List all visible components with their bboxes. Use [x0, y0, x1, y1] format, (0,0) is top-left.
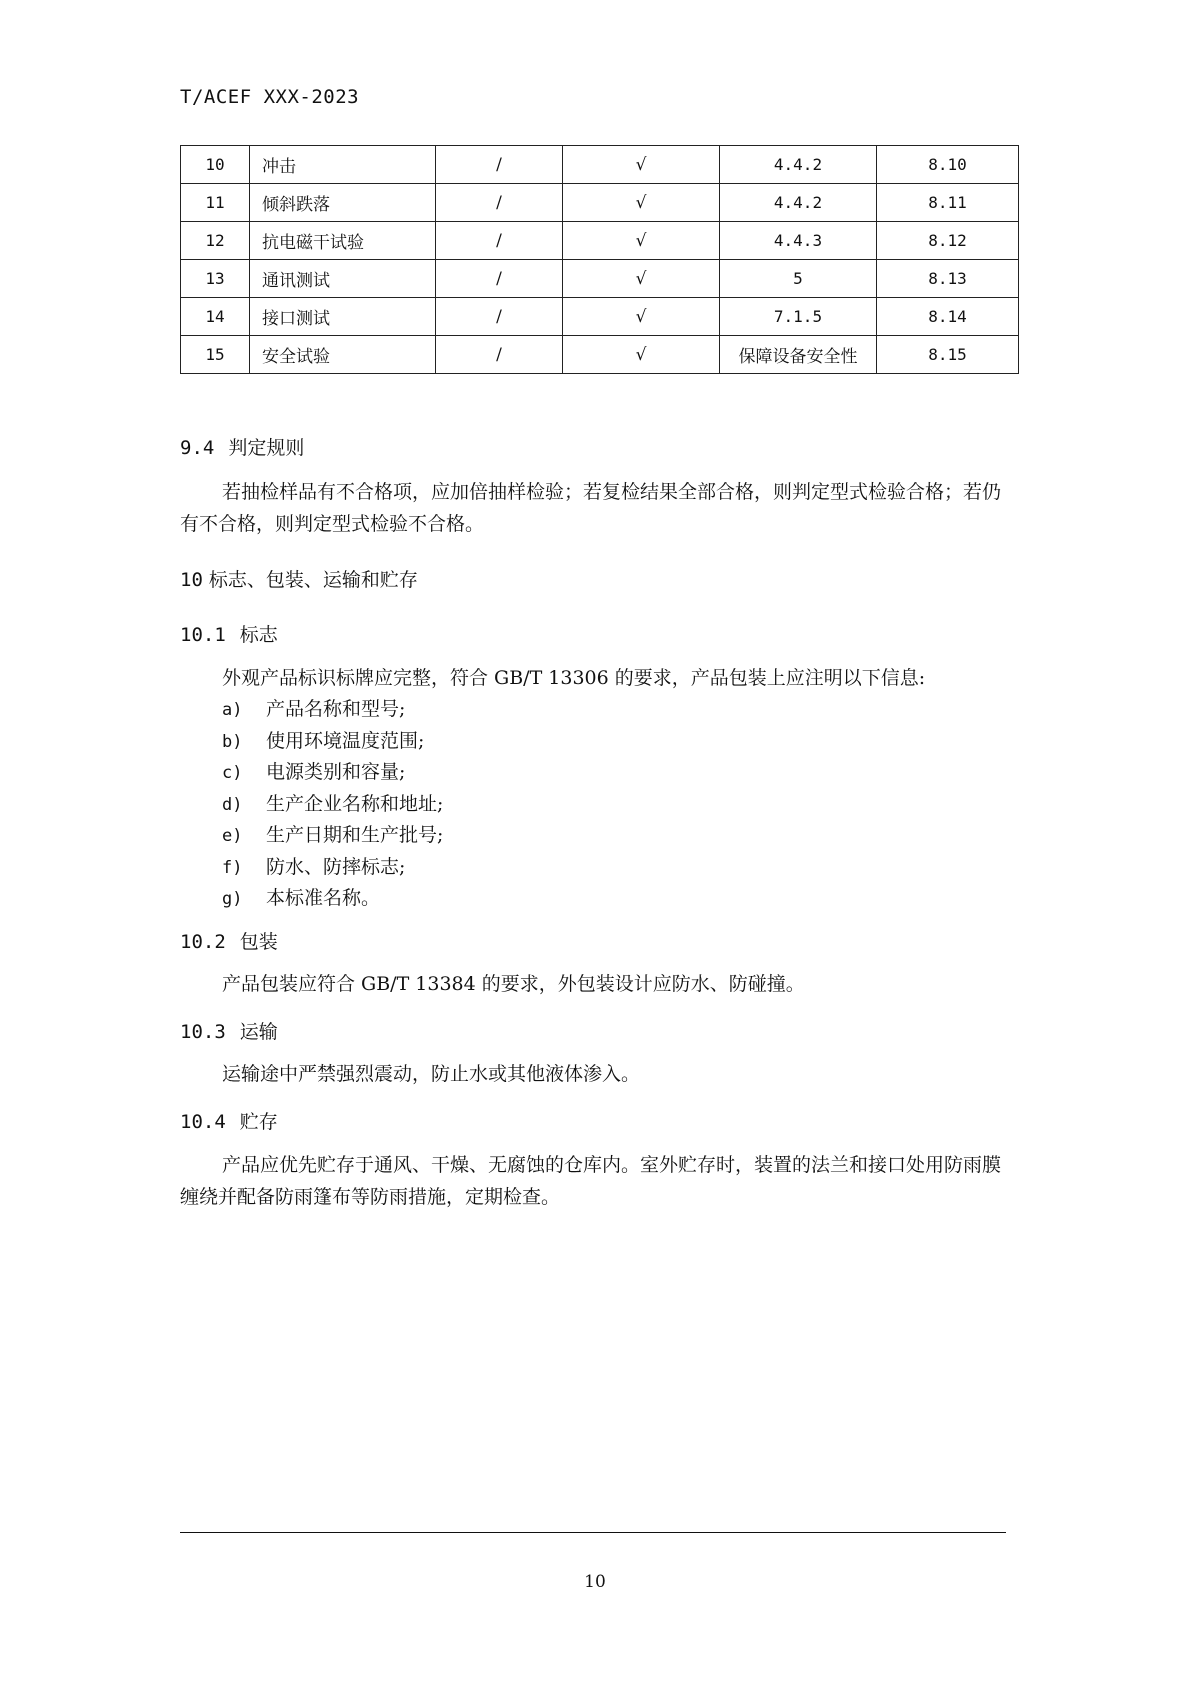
- cell-slash: /: [436, 336, 563, 374]
- section-heading-10-3: [180, 1017, 278, 1044]
- section-heading-10-2: [180, 927, 278, 954]
- section-number: 10.1: [180, 624, 226, 646]
- list-item: [222, 757, 443, 789]
- list-marker: c): [222, 763, 243, 783]
- list-item: [222, 726, 443, 758]
- list-marker: b): [222, 731, 243, 752]
- requirement-clause: 4.4.2: [720, 146, 877, 184]
- test-item-name: 冲击: [250, 146, 436, 184]
- requirement-clause: 7.1.5: [720, 298, 877, 336]
- row-number: 14: [181, 298, 250, 336]
- section-title: 判定规则: [228, 437, 305, 459]
- list-text: 本标准名称。: [266, 887, 381, 909]
- section-heading-10: [180, 565, 418, 592]
- method-clause: 8.15: [877, 336, 1019, 374]
- row-number: 13: [181, 260, 250, 298]
- row-number: 15: [181, 336, 250, 374]
- section-number: 10.4: [180, 1111, 226, 1133]
- method-clause: 8.11: [877, 184, 1019, 222]
- test-item-name: 安全试验: [250, 336, 436, 374]
- cell-slash: /: [436, 146, 563, 184]
- test-item-name: 通讯测试: [250, 260, 436, 298]
- requirement-clause: 4.4.2: [720, 184, 877, 222]
- packaging-paragraph: 产品包装应符合 GB/T 13384 的要求，外包装设计应防水、防碰撞。: [222, 973, 805, 995]
- cell-check: √: [563, 298, 720, 336]
- method-clause: 8.13: [877, 260, 1019, 298]
- method-clause: 8.14: [877, 298, 1019, 336]
- list-item: [222, 852, 443, 884]
- list-text: 使用环境温度范围;: [266, 729, 425, 752]
- list-text: 生产日期和生产批号;: [266, 824, 444, 846]
- list-text: 防水、防摔标志;: [266, 855, 406, 878]
- cell-check: √: [563, 222, 720, 260]
- cell-slash: /: [436, 260, 563, 298]
- list-text: 产品名称和型号;: [266, 698, 406, 720]
- document-id: T/ACEF XXX-2023: [180, 86, 360, 108]
- footer-divider: [180, 1532, 1006, 1533]
- storage-paragraph: 产品应优先贮存于通风、干燥、无腐蚀的仓库内。室外贮存时，装置的法兰和接口处用防雨膜缠绕并配备防雨篷布等防雨措施，定期检查。: [180, 1154, 1002, 1208]
- requirement-clause: 4.4.3: [720, 222, 877, 260]
- test-items-table: [180, 145, 1019, 374]
- list-item: [222, 789, 443, 821]
- section-number: 9.4: [180, 437, 215, 459]
- marking-intro-paragraph: 外观产品标识标牌应完整，符合 GB/T 13306 的要求，产品包装上应注明以下信息:: [222, 667, 926, 689]
- table-row: [181, 336, 1019, 374]
- cell-check: √: [563, 146, 720, 184]
- list-marker: f): [222, 857, 243, 878]
- section-heading-10-4: [180, 1107, 278, 1134]
- list-text: 生产企业名称和地址;: [266, 792, 444, 815]
- table-row: [181, 222, 1019, 260]
- list-marker: d): [222, 794, 243, 815]
- row-number: 10: [181, 146, 250, 184]
- table-row: [181, 146, 1019, 184]
- requirement-clause: 5: [720, 260, 877, 298]
- cell-check: √: [563, 184, 720, 222]
- method-clause: 8.10: [877, 146, 1019, 184]
- cell-check: √: [563, 336, 720, 374]
- section-number: 10: [180, 569, 203, 591]
- table-row: [181, 184, 1019, 222]
- row-number: 12: [181, 222, 250, 260]
- list-text: 电源类别和容量;: [266, 761, 406, 783]
- table-row: [181, 298, 1019, 336]
- section-title: 标志: [239, 624, 278, 646]
- cell-slash: /: [436, 184, 563, 222]
- transport-paragraph: 运输途中严禁强烈震动，防止水或其他液体渗入。: [222, 1063, 641, 1085]
- section-title: 标志、包装、运输和贮存: [208, 569, 418, 591]
- test-item-name: 接口测试: [250, 298, 436, 336]
- cell-slash: /: [436, 298, 563, 336]
- method-clause: 8.12: [877, 222, 1019, 260]
- test-item-name: 抗电磁干试验: [250, 222, 436, 260]
- section-heading-9-4: [180, 433, 304, 460]
- judgment-rules-paragraph: 若抽检样品有不合格项，应加倍抽样检验；若复检结果全部合格，则判定型式检验合格；若仍有不合格，则判定型式检验不合格。: [180, 481, 1002, 535]
- cell-check: √: [563, 260, 720, 298]
- list-marker: g): [222, 889, 243, 909]
- list-item: [222, 694, 443, 726]
- section-number: 10.2: [180, 931, 226, 953]
- page-number: 10: [584, 1572, 606, 1592]
- test-item-name: 倾斜跌落: [250, 184, 436, 222]
- section-number: 10.3: [180, 1021, 226, 1043]
- requirement-clause: 保障设备安全性: [720, 336, 877, 374]
- list-marker: a): [222, 700, 243, 720]
- section-title: 贮存: [239, 1111, 278, 1133]
- marking-info-list: [222, 694, 443, 915]
- table-row: [181, 260, 1019, 298]
- section-heading-10-1: [180, 620, 278, 647]
- cell-slash: /: [436, 222, 563, 260]
- list-marker: e): [222, 826, 243, 846]
- list-item: [222, 883, 443, 915]
- section-title: 包装: [239, 931, 278, 953]
- list-item: [222, 820, 443, 852]
- section-title: 运输: [239, 1021, 278, 1043]
- row-number: 11: [181, 184, 250, 222]
